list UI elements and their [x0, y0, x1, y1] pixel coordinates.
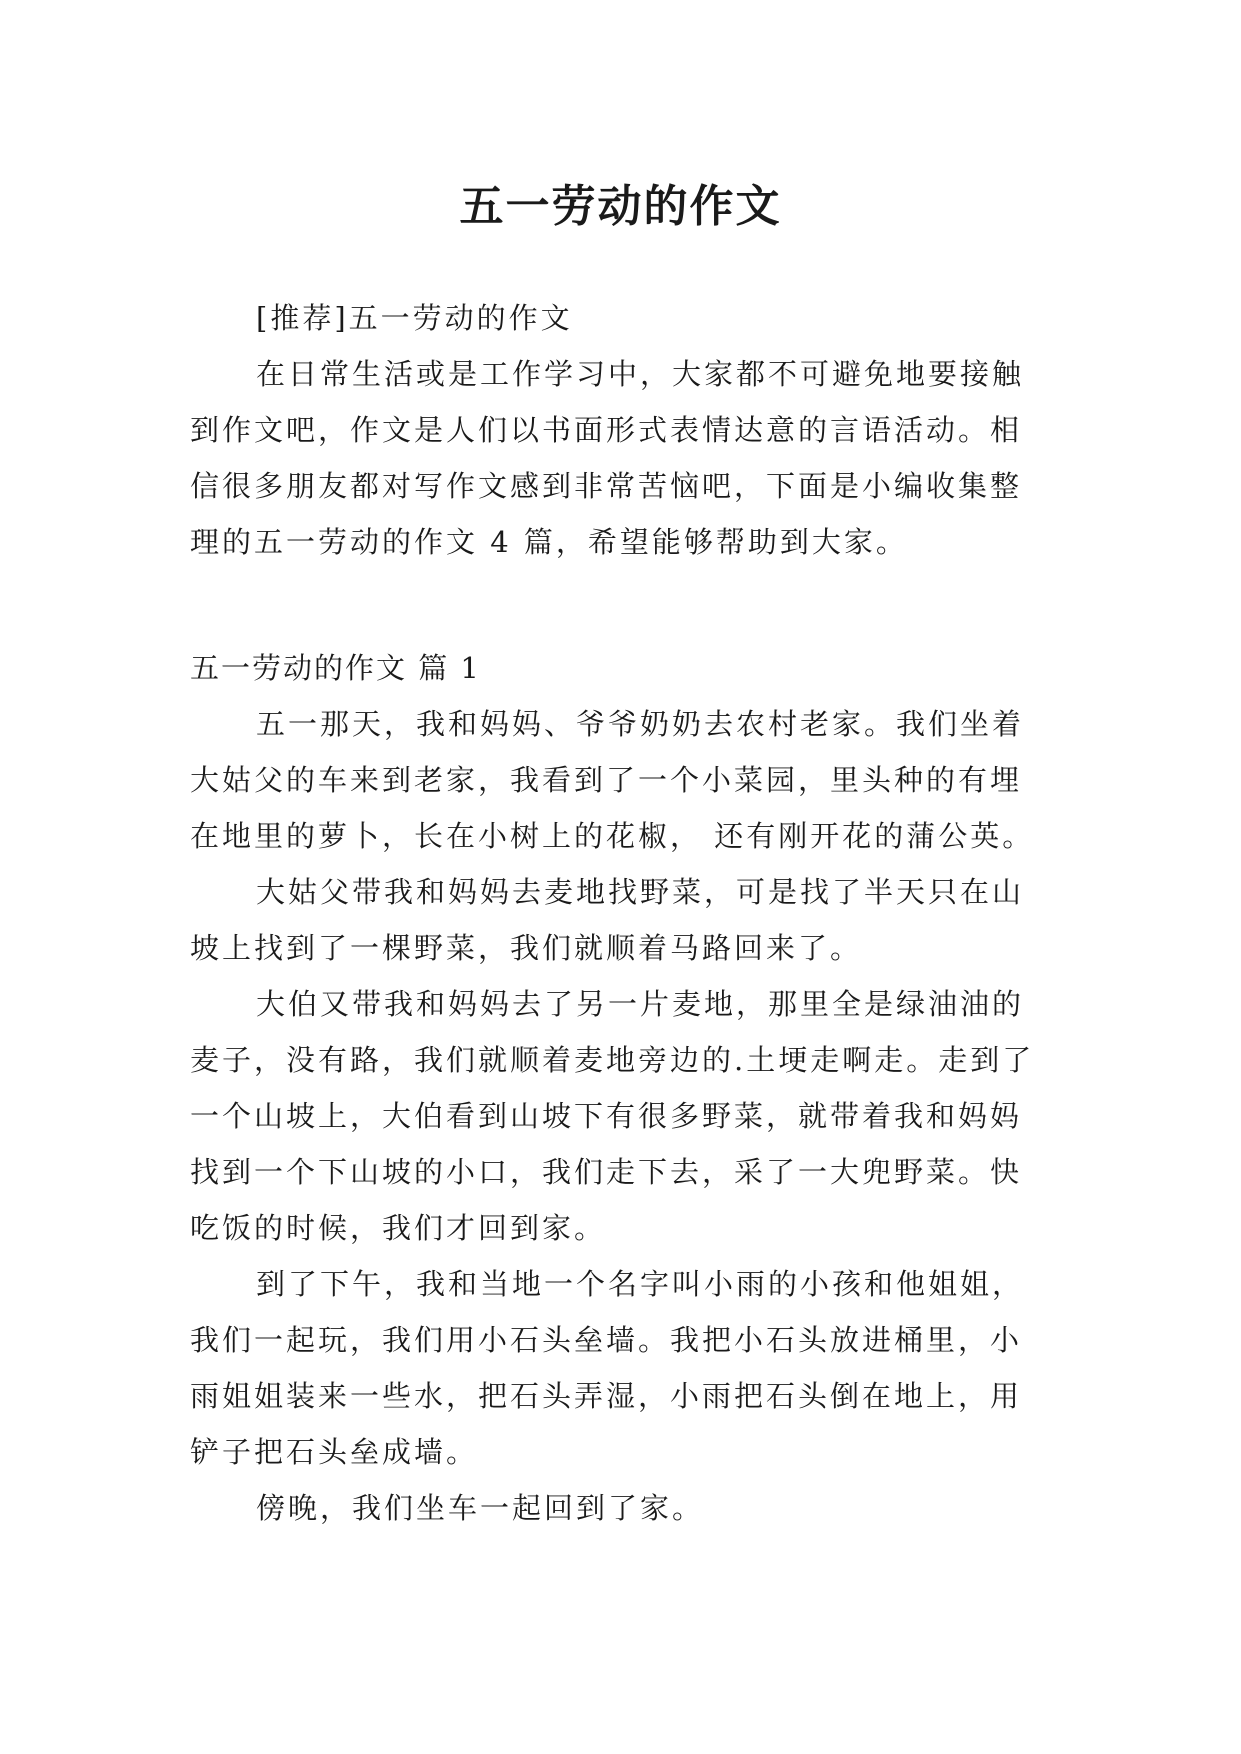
section-paragraph: 五一那天，我和妈妈、爷爷奶奶去农村老家。我们坐着大姑父的车来到老家，我看到了一个小菜园，里头种的有埋在地里的萝卜，长在小树上的花椒， 还有刚开花的蒲公英。: [190, 707, 1035, 853]
section-paragraph: 到了下午，我和当地一个名字叫小雨的小孩和他姐姐，我们一起玩，我们用小石头垒墙。我把小石头放进桶里，小雨姐姐装来一些水，把石头弄湿，小雨把石头倒在地上，用铲子把石头垒成墙。: [190, 1267, 1025, 1469]
section-paragraph: 傍晚，我们坐车一起回到了家。: [256, 1491, 705, 1525]
document-title: 五一劳动的作文: [459, 181, 782, 233]
intro-paragraph: 在日常生活或是工作学习中，大家都不可避免地要接触到作文吧，作文是人们以书面形式表情达意的言语活动。相信很多朋友都对写作文感到非常苦恼吧，下面是小编收集整理的五一劳动的作文 4 篇，希望能够帮助到大家。: [190, 357, 1025, 559]
recommend-line: [推荐]五一劳动的作文: [256, 301, 573, 335]
section-1: [190, 640, 1052, 1536]
intro-block: [190, 290, 1052, 570]
section-paragraph: 大伯又带我和妈妈去了另一片麦地，那里全是绿油油的麦子，没有路，我们就顺着麦地旁边的.土埂走啊走。走到了一个山坡上，大伯看到山坡下有很多野菜，就带着我和妈妈找到一个下山坡的小口，我们走下去，采了一大兜野菜。快吃饭的时候，我们才回到家。: [190, 987, 1035, 1245]
section-paragraph: 大姑父带我和妈妈去麦地找野菜，可是找了半天只在山坡上找到了一棵野菜，我们就顺着马路回来了。: [190, 875, 1025, 965]
section-heading: 五一劳动的作文 篇 1: [190, 651, 481, 685]
